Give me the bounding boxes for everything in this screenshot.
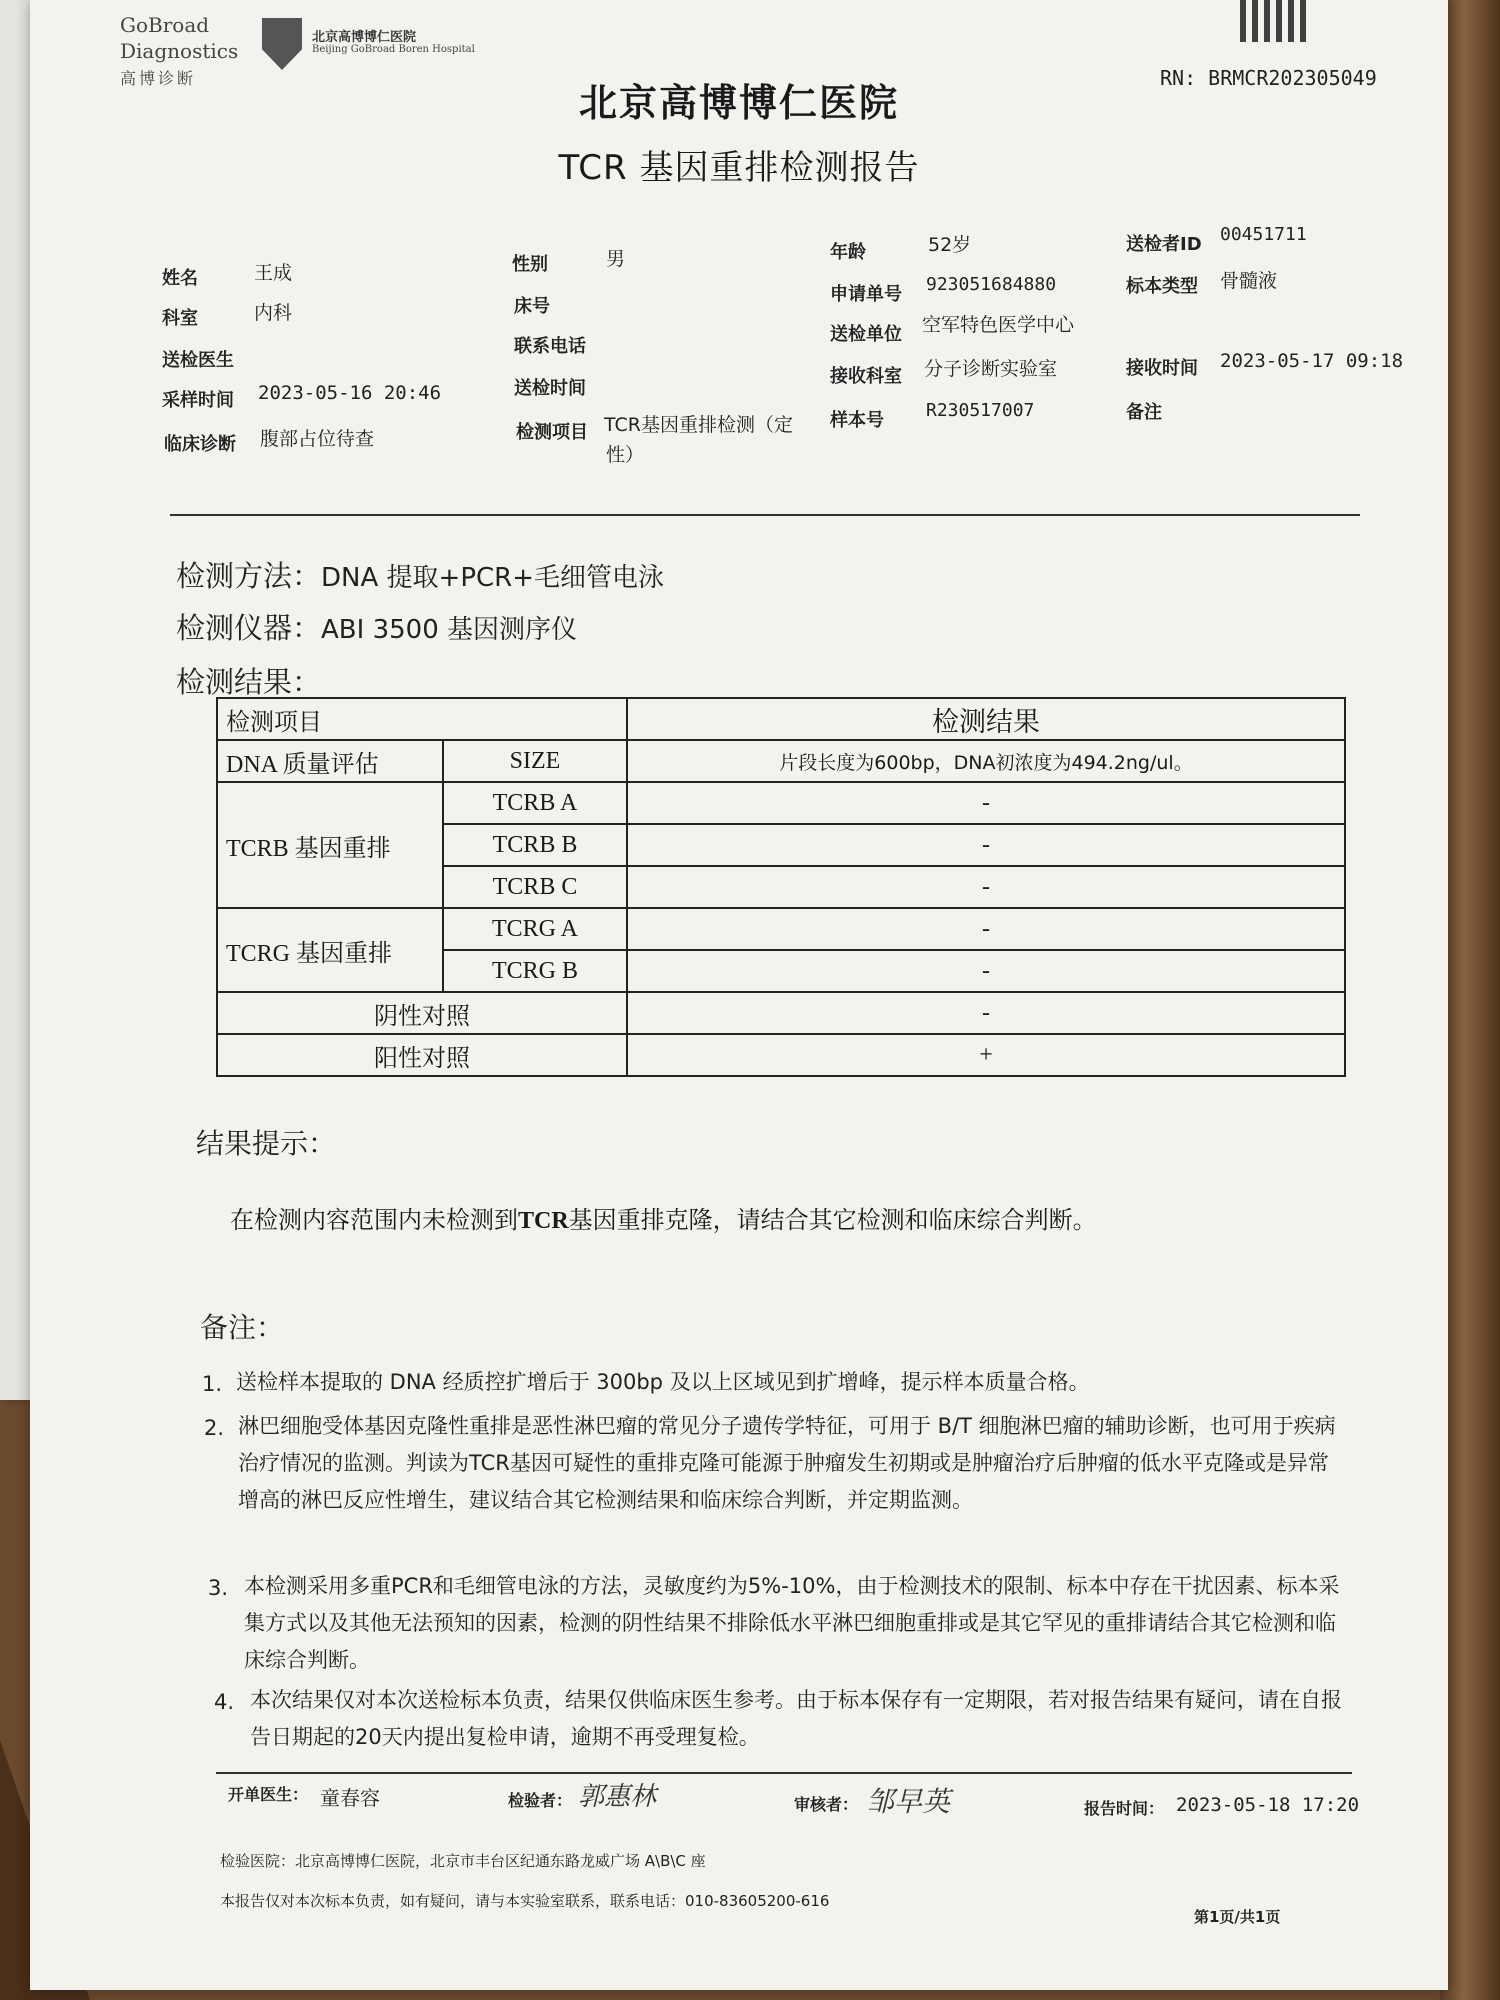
hospital-logo-name: 北京高博博仁医院 <box>312 30 417 45</box>
result-section-label: 检测结果： <box>176 665 322 699</box>
neg-ctrl-cell: 阴性对照 <box>217 992 627 1034</box>
table-row <box>217 782 1345 824</box>
page-title: 北京高博博仁医院 <box>578 81 899 125</box>
dept-label: 科室 <box>162 308 198 329</box>
note-item: 本检测采用多重PCR和毛细管电泳的方法，灵敏度约为5%-10%，由于检测技术的限制、标本中存在干扰因素、标本采集方式以及其他无法预知的因素，检测的阴性结果不排除低水平淋巴细胞重排或是其它罕见的重排请结合其它检测和临床综合判断。 <box>244 1574 1340 1672</box>
logo-text-cn: 高博诊断 <box>120 69 197 88</box>
hospital-logo-name-en: Beijing GoBroad Boren Hospital <box>312 44 475 55</box>
neg-result-cell: - <box>627 992 1345 1034</box>
report-subtitle: TCR 基因重排检测报告 <box>558 148 920 188</box>
pos-ctrl-cell: 阳性对照 <box>217 1034 627 1076</box>
table-row <box>217 908 1345 950</box>
instrument-label: 检测仪器： <box>176 611 322 645</box>
col-header-item: 检测项目 <box>217 698 627 740</box>
dna-quality-cell: DNA 质量评估 <box>217 740 443 782</box>
col-header-result: 检测结果 <box>627 698 1345 740</box>
size-result-cell: 片段长度为600bp，DNA初浓度为494.2ng/ul。 <box>627 740 1345 782</box>
tcrg-group-cell: TCRG 基因重排 <box>217 908 443 992</box>
background-wood <box>1440 0 1500 2000</box>
recv-dept-value: 分子诊断实验室 <box>924 358 1058 380</box>
patient-name: 王成 <box>254 262 293 284</box>
rn-label: RN: <box>1160 66 1197 90</box>
sender-id-label: 送检者ID <box>1126 234 1202 255</box>
note-item: 送检样本提取的 DNA 经质控扩增后于 300bp 及以上区域见到扩增峰，提示样本质量合格。 <box>236 1370 1090 1394</box>
method-label: 检测方法： <box>176 559 322 593</box>
test-item-value-line2: 性） <box>606 444 645 466</box>
instrument-value: ABI 3500 基因测序仪 <box>321 615 578 645</box>
note-number: 4. <box>214 1690 235 1714</box>
row-result-cell: - <box>627 908 1345 950</box>
logo-text-en: GoBroad Diagnostics <box>120 13 239 63</box>
recv-dept-label: 接收科室 <box>830 366 902 387</box>
notes-label: 备注： <box>200 1311 285 1344</box>
order-doctor-label: 开单医生： <box>228 1785 309 1804</box>
age-label: 年龄 <box>830 242 866 263</box>
reviewer-label: 审核者： <box>794 1795 859 1814</box>
bed-label: 床号 <box>514 296 550 317</box>
apply-no-value: 923051684880 <box>926 274 1057 295</box>
table-row <box>217 740 1345 782</box>
sample-type-label: 标本类型 <box>1126 276 1198 297</box>
conclusion-text-part1: 在检测内容范围内未检测到 <box>230 1208 518 1234</box>
reviewer-signature: 邹早英 <box>866 1785 951 1818</box>
row-name-cell: TCRG A <box>443 908 627 950</box>
pos-result-cell: + <box>627 1034 1345 1076</box>
row-result-cell: - <box>627 866 1345 908</box>
disclaimer-line: 本报告仅对本次标本负责，如有疑问，请与本实验室联系，联系电话：010-83605200-616 <box>220 1892 830 1910</box>
table-row <box>217 1034 1345 1076</box>
report-page <box>30 0 1448 1990</box>
row-name-cell: TCRB C <box>443 866 627 908</box>
report-time-value: 2023-05-18 17:20 <box>1176 1794 1360 1816</box>
row-result-cell: - <box>627 782 1345 824</box>
tester-signature: 郭惠林 <box>578 1782 657 1812</box>
diagnosis-label: 临床诊断 <box>164 434 236 455</box>
sample-time-label: 采样时间 <box>162 390 234 411</box>
age-value: 52岁 <box>928 234 972 256</box>
dept-value: 内科 <box>254 302 293 324</box>
method-value: DNA 提取+PCR+毛细管电泳 <box>321 563 665 593</box>
note-item: 淋巴细胞受体基因克隆性重排是恶性淋巴瘤的常见分子遗传学特征，可用于 B/T 细胞淋巴瘤的辅助诊断，也可用于疾病治疗情况的监测。判读为TCR基因可疑性的重排克隆可能源于肿瘤发生初期或是肿瘤治疗后肿瘤的低水平克隆或是异常增高的淋巴反应性增生，建议结合其它检测结果和临床综合判断，并定期监测。 <box>238 1414 1336 1512</box>
header-divider <box>170 514 1360 516</box>
phone-label: 联系电话 <box>514 336 586 357</box>
instrument-line <box>176 606 577 647</box>
note-item: 本次结果仅对本次送检标本负责，结果仅供临床医生参考。由于标本保存有一定期限，若对报告结果有疑问，请在自报告日期起的20天内提出复检申请，逾期不再受理复检。 <box>250 1688 1342 1749</box>
conclusion-text <box>230 1200 1097 1235</box>
hospital-shield-icon <box>262 18 302 70</box>
table-row <box>217 698 1345 740</box>
qr-code-icon <box>1240 0 1312 42</box>
remark-label: 备注 <box>1126 402 1162 423</box>
send-time-label: 送检时间 <box>514 378 586 399</box>
doctor-label: 送检医生 <box>162 350 234 371</box>
conclusion-text-bold: TCR <box>518 1208 569 1234</box>
order-doctor-value: 童春容 <box>320 1786 380 1810</box>
results-table <box>216 697 1346 1077</box>
apply-no-label: 申请单号 <box>830 284 902 305</box>
recv-time-label: 接收时间 <box>1126 358 1198 379</box>
conclusion-label: 结果提示： <box>196 1127 337 1160</box>
diagnosis-value: 腹部占位待查 <box>260 428 375 450</box>
name-label: 姓名 <box>162 268 198 289</box>
tcrb-group-cell: TCRB 基因重排 <box>217 782 443 908</box>
tester-label: 检验者： <box>508 1791 573 1810</box>
note-number: 1. <box>202 1372 223 1396</box>
row-result-cell: - <box>627 824 1345 866</box>
table-row <box>217 992 1345 1034</box>
row-result-cell: - <box>627 950 1345 992</box>
hospital-address-line: 检验医院：北京高博博仁医院，北京市丰台区纪通东路龙威广场 A\B\C 座 <box>220 1852 706 1870</box>
method-line <box>176 554 664 595</box>
sample-no-value: R230517007 <box>926 400 1035 421</box>
sample-time-value: 2023-05-16 20:46 <box>258 382 442 404</box>
size-cell: SIZE <box>443 740 627 782</box>
send-unit-label: 送检单位 <box>830 324 902 345</box>
test-item-value-line1: TCR基因重排检测（定 <box>604 414 793 436</box>
report-time-label: 报告时间： <box>1084 1799 1165 1818</box>
row-name-cell: TCRB A <box>443 782 627 824</box>
sample-type-value: 骨髓液 <box>1220 270 1278 292</box>
rn-value: BRMCR202305049 <box>1208 66 1377 90</box>
test-item-label: 检测项目 <box>516 422 588 443</box>
page-number: 第1页/共1页 <box>1194 1908 1281 1926</box>
note-number: 3. <box>208 1576 229 1600</box>
conclusion-text-part2: 基因重排克隆，请结合其它检测和临床综合判断。 <box>568 1208 1097 1234</box>
sex-value: 男 <box>606 248 626 270</box>
sender-id-value: 00451711 <box>1220 224 1307 245</box>
note-number: 2. <box>204 1416 225 1440</box>
footer-divider <box>216 1772 1352 1774</box>
row-name-cell: TCRB B <box>443 824 627 866</box>
sex-label: 性别 <box>512 254 548 275</box>
sample-no-label: 样本号 <box>830 410 884 431</box>
row-name-cell: TCRG B <box>443 950 627 992</box>
recv-time-value: 2023-05-17 09:18 <box>1220 350 1404 372</box>
send-unit-value: 空军特色医学中心 <box>922 314 1075 336</box>
